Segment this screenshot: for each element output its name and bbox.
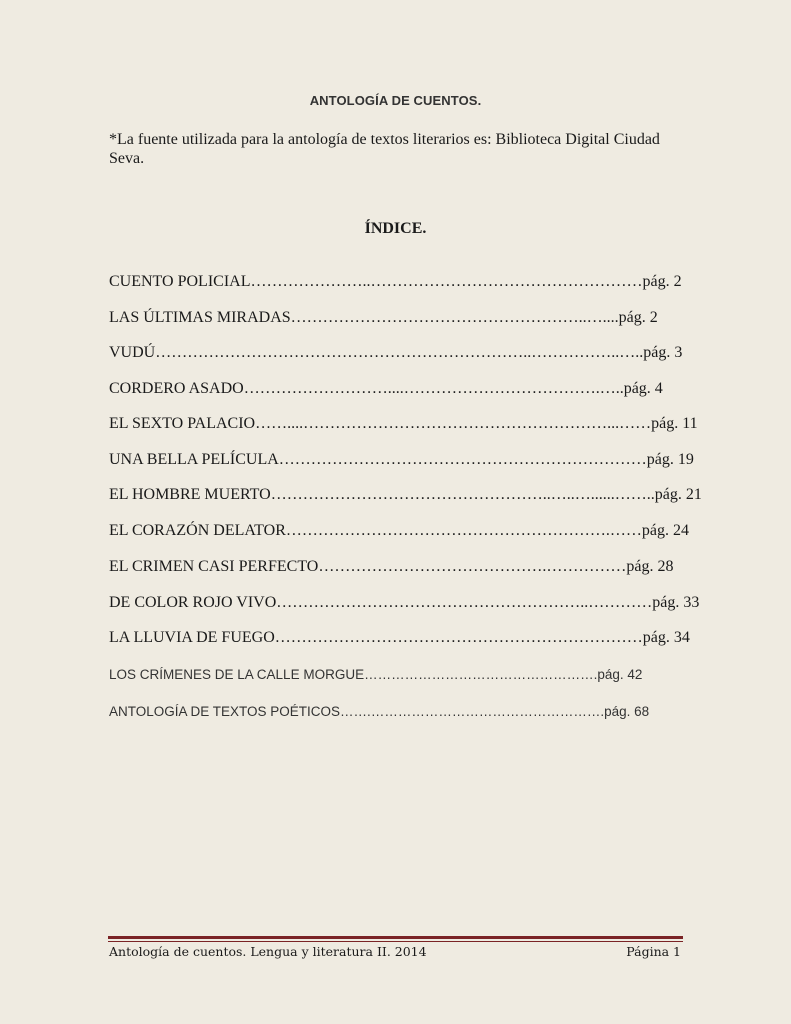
toc-entry: LOS CRÍMENES DE LA CALLE MORGUE…………………………………………….pág. 42 <box>109 667 643 682</box>
toc-entry: UNA BELLA PELÍCULA……………………………………………………………pág. 19 <box>109 451 694 468</box>
toc-entry: EL HOMBRE MUERTO……………………………………………..…..…......……..pág. 21 <box>109 486 702 503</box>
toc-entry: ANTOLOGÍA DE TEXTOS POÉTICOS…….…………………………………………….pág. 68 <box>109 704 650 719</box>
toc-entry: LAS ÚLTIMAS MIRADAS………………………………………………..…....pág. 2 <box>109 309 658 326</box>
footer-rule-thin <box>108 941 683 942</box>
page-number: Página 1 <box>626 944 681 959</box>
index-heading: ÍNDICE. <box>364 220 427 237</box>
source-note: *La fuente utilizada para la antología de textos literarios es: Biblioteca Digital Ciudad Seva. <box>109 131 660 167</box>
toc-entry: DE COLOR ROJO VIVO…………………………………………………..…………pág. 33 <box>109 594 700 611</box>
document-title: ANTOLOGÍA DE CUENTOS. <box>309 93 482 108</box>
footer-text: Antología de cuentos. Lengua y literatura II. 2014 <box>109 944 427 959</box>
toc-entry: CUENTO POLICIAL…………………..……………………………………………pág. 2 <box>109 273 682 290</box>
toc-entry: EL CORAZÓN DELATOR…………………………………………………….……pág. 24 <box>109 522 689 539</box>
toc-entry: EL CRIMEN CASI PERFECTO…………………………………….……………pág. 28 <box>109 558 674 575</box>
toc-entry: CORDERO ASADO………………………....……………………………….…..pág. 4 <box>109 380 663 397</box>
toc-entry: LA LLUVIA DE FUEGO……………………………………………………………pág. 34 <box>109 629 690 646</box>
footer-rule <box>108 936 683 939</box>
toc-entry: EL SEXTO PALACIO……....…………………………………………………...……pág. 11 <box>109 415 698 432</box>
toc-entry: VUDÚ……………………………………………………………..……………..…..pág. 3 <box>109 344 683 361</box>
